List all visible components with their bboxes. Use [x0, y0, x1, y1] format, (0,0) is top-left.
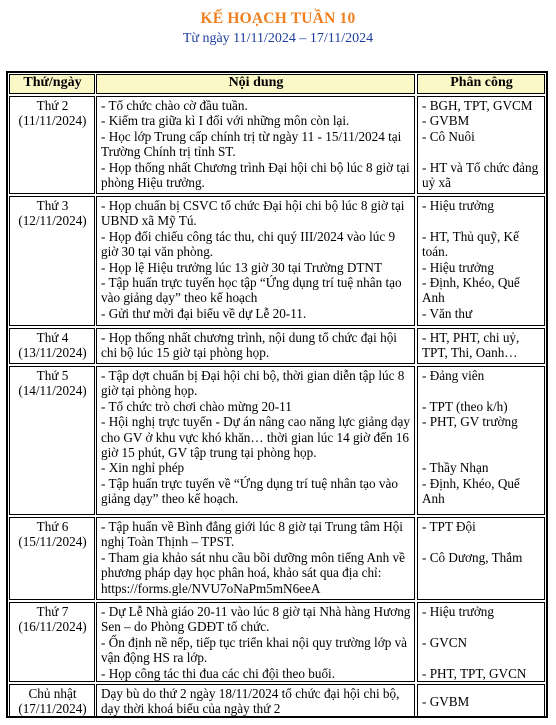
- day-cell: [9, 328, 95, 364]
- table-row: [8, 516, 546, 601]
- content-line: - Hội nghị trực tuyến - Dự án nâng cao năng lực giảng dạy cho GV ở khu vực khó khăn… thời gian lúc 14 giờ đến 16 giờ 15 phút, GV tập trung tại phòng họp.: [101, 414, 414, 461]
- table-row: [8, 365, 546, 516]
- table-row: [8, 683, 546, 718]
- day-date: (15/11/2024): [18, 534, 87, 550]
- content-line: - Tổ chức trò chơi chào mừng 20-11: [101, 398, 292, 414]
- assign-line: - Hiệu trưởng: [422, 259, 494, 275]
- day-date: (17/11/2024): [18, 701, 87, 717]
- assign-cell: [417, 96, 545, 194]
- day-label: Thứ 3: [36, 198, 69, 213]
- day-label: Thứ 7: [36, 604, 69, 619]
- content-line: - Họp chuẩn bị CSVC tổ chức Đại hội chi bộ lúc 8 giờ tại UBND xã Mỹ Tú.: [101, 198, 408, 229]
- assign-line: - Văn thư: [422, 305, 473, 321]
- day-cell: [9, 517, 95, 600]
- content-line: - Ổn định nề nếp, tiếp tục triển khai nội quy trường lớp và vận động HS ra lớp.: [101, 634, 411, 666]
- assign-line: - HT và Tổ chức đảng uỷ xã: [422, 159, 542, 191]
- day-date: (14/11/2024): [18, 383, 87, 399]
- content-line: - Tập dợt chuẩn bị Đại hội chi bộ, thời gian diễn tập lúc 8 giờ tại phòng họp.: [101, 368, 408, 399]
- day-date: (12/11/2024): [18, 213, 87, 229]
- assign-line: - GVCN: [422, 634, 468, 650]
- assign-cell: [417, 366, 545, 515]
- table-row: [8, 327, 546, 365]
- content-line: - Tập huấn trực tuyến học tập “Ứng dụng trí tuệ nhân tạo vào giảng dạy” theo kế hoạch: [101, 275, 405, 306]
- assign-cell: [417, 328, 545, 364]
- assign-line: - Đảng viên: [422, 368, 485, 383]
- day-cell: [9, 602, 95, 682]
- content-line: - Họp đối chiếu công tác thu, chi quý III/2024 vào lúc 9 giờ 30 tại văn phòng.: [101, 228, 399, 260]
- content-line: - Xin nghỉ phép: [101, 460, 185, 476]
- content-line: - Tổ chức chào cờ đầu tuần.: [101, 98, 248, 113]
- assign-line: - Định, Khéo, Quế Anh: [422, 475, 523, 507]
- content-line: - Tham gia khảo sát nhu cầu bồi dưỡng môn tiếng Anh về phương pháp dạy học phân hoá, khảo sát qua địa chỉ: https://forms.gle/NVU7oNaPm5mN6eeA: [101, 549, 409, 596]
- assign-line: - GVBM: [422, 113, 470, 129]
- content-cell: [96, 366, 415, 515]
- assign-line: - TPT Đội: [422, 519, 476, 534]
- content-line: - Họp thống nhất Chương trình Đại hội chi bộ lúc 8 giờ tại phòng Hiệu trưởng.: [101, 159, 413, 191]
- date-range-subtitle: Từ ngày 11/11/2024 – 17/11/2024: [182, 31, 374, 46]
- content-cell: [96, 602, 415, 682]
- content-line: - Dự Lễ Nhà giáo 20-11 vào lúc 8 giờ tại Nhà hàng Hương Sen – do Phòng GDĐT tổ chức.: [101, 604, 414, 635]
- assign-cell: [417, 602, 545, 682]
- assign-line: - BGH, TPT, GVCM: [422, 98, 533, 113]
- content-cell: [96, 196, 415, 326]
- content-line: Dạy bù do thứ 2 ngày 18/11/2024 tổ chức đại hội chi bộ, dạy thời khoá biểu của ngày thứ 2: [101, 686, 403, 717]
- header-day: Thứ/ngày: [9, 74, 95, 94]
- assign-cell: [417, 684, 545, 717]
- content-cell: [96, 96, 415, 194]
- assign-line: - TPT (theo k/h): [422, 398, 508, 414]
- content-line: - Họp lệ Hiệu trưởng lúc 13 giờ 30 tại Trường DTNT: [101, 259, 382, 275]
- assign-line: - PHT, GV trường: [422, 414, 518, 430]
- assign-line: - Thầy Nhạn: [422, 460, 489, 476]
- day-label: Thứ 6: [36, 519, 69, 534]
- table-row: [8, 601, 546, 683]
- assign-line: - Cô Dương, Thắm: [422, 549, 523, 565]
- day-cell: [9, 196, 95, 326]
- table-header-row: [8, 73, 546, 95]
- content-line: - Họp thống nhất chương trình, nội dung tổ chức đại hội chi bộ lúc 15 giờ tại phòng họp.: [101, 330, 401, 361]
- table-row: [8, 95, 546, 195]
- content-cell: [96, 328, 415, 364]
- content-line: - Gửi thư mời đại biểu về dự Lễ 20-11.: [101, 305, 307, 321]
- assign-line: - Cô Nuôi: [422, 128, 475, 144]
- content-cell: [96, 517, 415, 600]
- assign-cell: [417, 517, 545, 600]
- day-label: Chủ nhật: [28, 686, 77, 701]
- content-line: - Họp công tác thi đua các chi đội theo buổi.: [101, 665, 336, 681]
- day-cell: [9, 684, 95, 717]
- day-cell: [9, 96, 95, 194]
- day-date: (11/11/2024): [18, 113, 87, 129]
- assign-line: - Hiệu trưởng: [422, 198, 494, 213]
- content-line: - Tập huấn trực tuyến về “Ứng dụng trí tuệ nhân tạo vào giảng dạy” theo kế hoạch.: [101, 475, 402, 507]
- assign-line: - GVBM: [422, 694, 470, 709]
- assign-line: - HT, PHT, chi uỷ, TPT, Thi, Oanh…: [422, 330, 523, 361]
- assign-line: - HT, Thủ quỹ, Kế toán.: [422, 228, 523, 260]
- day-date: (13/11/2024): [18, 345, 87, 361]
- assign-line: - Hiệu trưởng: [422, 604, 494, 619]
- content-line: - Tập huấn về Bình đẳng giới lúc 8 giờ tại Trung tâm Hội nghị Toàn Thịnh – TPST.: [101, 519, 407, 550]
- table-row: [8, 195, 546, 327]
- day-label: Thứ 4: [36, 330, 69, 345]
- page-title: KẾ HOẠCH TUẦN 10: [200, 10, 356, 27]
- content-line: - Học lớp Trung cấp chính trị từ ngày 11 - 15/11/2024 tại Trường Chính trị tỉnh ST.: [101, 128, 405, 160]
- weekly-plan-table: [6, 71, 548, 718]
- content-cell: [96, 684, 415, 717]
- day-label: Thứ 2: [36, 98, 69, 113]
- assign-line: - Định, Khéo, Quế Anh: [422, 275, 523, 306]
- header-assign: Phân công: [417, 74, 545, 94]
- content-line: - Kiểm tra giữa kì I đối với những môn còn lại.: [101, 113, 350, 129]
- day-date: (16/11/2024): [18, 619, 87, 635]
- day-cell: [9, 366, 95, 515]
- header-content: Nội dung: [96, 74, 415, 94]
- assign-line: - PHT, TPT, GVCN: [422, 665, 527, 681]
- day-label: Thứ 5: [36, 368, 69, 383]
- assign-cell: [417, 196, 545, 326]
